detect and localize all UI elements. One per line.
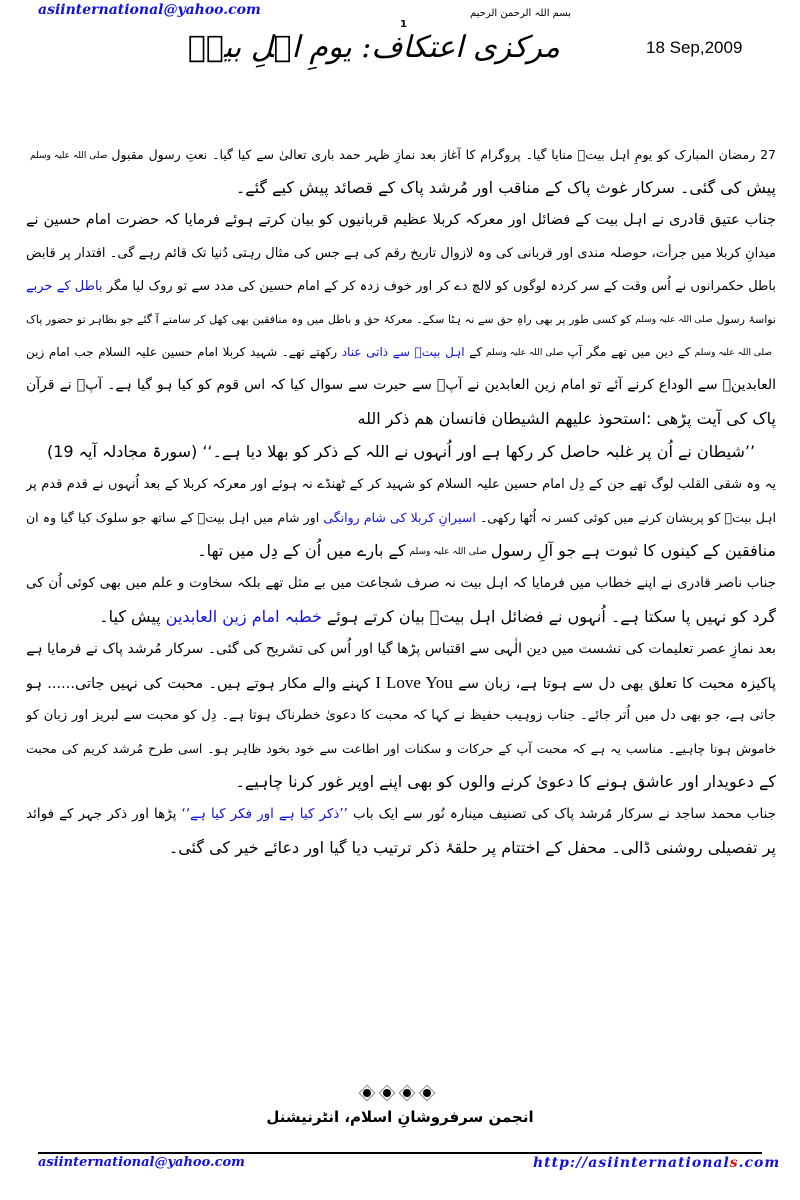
highlight-batil-ke-harbe: باطل کے حربے	[26, 279, 103, 294]
text: اہل بیتؓ کو پریشان کرنے میں کوئی کسر نہ اُٹھا رکھی۔	[479, 510, 776, 525]
text: رکھتے تھے۔ شہید کربلا امام حسین علیہ السلام جب امام زین	[26, 345, 338, 359]
paragraph-5-line-4: خاموش ہونا چاہیے۔ مناسب یہ ہے کہ محبت آپ کے حرکات و سکنات اور اطاعت سے خود بخود ظاہر ہو۔ اسی طرح مُرشد کریم کی محبت	[26, 741, 776, 756]
text: کہنے والے مکار ہوتے ہیں۔ محبت کی نہیں جاتی...... ہو	[26, 676, 371, 692]
footer-website-link[interactable]	[533, 1155, 780, 1171]
paragraph-2-line-2: میدانِ کربلا میں جرأت، حوصلہ مندی اور قربانی کی وہ لازوال تاریخ رقم کی ہے جس کی مثال رہتی دُنیا تک قائم رہے گی۔ اقتدار پر قابض	[26, 246, 776, 261]
highlight-khutba-imam-zain: خطبہ امام زین العابدین	[165, 607, 322, 626]
text: کے	[469, 345, 482, 359]
article-body	[26, 138, 776, 864]
text: منافقین کے کینوں کا ثبوت ہے جو آلِ رسول	[490, 541, 776, 560]
paragraph-2-line-1: جناب عتیق قادری نے اہل بیت کے فضائل اور معرکہ کربلا عظیم قربانیوں کو بیان کرتے ہوئے فرمایا کہ حضرت امام حسین نے	[26, 212, 776, 228]
pbuh-calligraphy-icon: صلی اللہ علیہ وسلم	[694, 347, 772, 358]
website-suffix: .com	[738, 1155, 781, 1171]
star-ornament-icon	[379, 1085, 395, 1101]
paragraph-2-line-5	[26, 336, 776, 369]
paragraph-6-line-1	[26, 798, 776, 831]
text: جناب محمد ساجد نے سرکار مُرشد پاک کی تصنیف مینارہ نُور سے ایک باب	[353, 806, 776, 822]
article-date: 18 Sep,2009	[646, 38, 743, 57]
text: باطل حکمرانوں نے اُس وقت کے سر کردہ لوگوں کو لالچ دے کر اور خوف زدہ کر کے امام حسین کی مدد سے تو روک لیا مگر	[106, 279, 776, 294]
english-phrase: I Love You	[375, 673, 453, 692]
text: اور شام میں اہل بیتؓ کے ساتھ جو سلوک کیا گیا وہ ان	[26, 510, 320, 525]
paragraph-5-line-5: کے دعویدار اور عاشق ہونے کا دعویٰ کرنے والوں کو بھی اپنے اوپر غور کرنا چاہیے۔	[235, 772, 776, 791]
pbuh-calligraphy-icon: صلی اللہ علیہ وسلم	[485, 347, 564, 358]
page-number: 1	[400, 19, 407, 30]
paragraph-2-line-6: العابدینؓ سے الوداع کرنے آئے تو امام زین العابدین نے آپؓ سے حیرت سے سوال کیا کہ اس قوم کو کیا ہو گیا ہے۔ آپؓ نے قرآن	[26, 377, 776, 393]
page-title: مرکزی اعتکاف: یومِ اہلِ بیتؓ	[187, 30, 560, 65]
paragraph-3-line-2	[26, 501, 776, 534]
footer-email[interactable]: asiinternational@yahoo.com	[38, 1155, 245, 1170]
paragraph-3-line-1: یہ وہ شقی القلب لوگ تھے جن کے دِل امام حسین علیہ السلام کو شہید کر کے ٹھنڈے نہ ہوئے اور معرکہ کربلا کے بعد اُنہوں نے قدم قدم پر	[26, 477, 776, 492]
website-prefix: http://asiinternational	[533, 1155, 730, 1171]
text: کو کسی طور پر بھی راہِ حق سے نہ ہٹا سکے۔ معرکۂ حق و باطل میں وہ منافقین بھی کھل کر سامنے آ گئے جو بظاہر تو حضور پاک	[26, 313, 632, 326]
quote-line: ’’شیطان نے اُن پر غلبہ حاصل کر رکھا ہے اور اُنہوں نے اللہ کے ذکر کو بھلا دیا ہے۔‘‘ (سورۃ مجادلہ آیہ 19)	[46, 442, 756, 461]
paragraph-3-line-3	[26, 534, 776, 567]
website-accent: s	[729, 1155, 739, 1171]
paragraph-2-line-7: پاک کی آیت پڑھی :استحوذ علیهم الشیطان فانسان هم ذکر الله	[357, 409, 776, 428]
text: گرد کو نہیں پا سکتا ہے۔ اُنہوں نے فضائل اہل بیتؓ بیان کرتے ہوئے	[326, 607, 776, 626]
paragraph-5-line-1: بعد نمازِ عصر تعلیمات کی نشست میں دین الٰہی سے اقتباس پڑھا گیا اور اُس کی تشریح کی گئی۔ سرکار مُرشد پاک نے فرمایا ہے	[26, 641, 776, 657]
ornament-stars	[359, 1085, 435, 1101]
bismillah: بسم اللہ الرحمن الرحیم	[470, 8, 572, 19]
text: پاکیزہ محبت کا تعلق بھی دل سے ہوتا ہے، زبان سے	[458, 676, 776, 692]
text: کے بارے میں اُن کے دِل میں تھا۔	[197, 541, 406, 560]
star-ornament-icon	[359, 1085, 375, 1101]
header-email[interactable]: asiinternational@yahoo.com	[38, 2, 261, 18]
highlight-zikr-fikr: ’’ذکر کیا ہے اور فکر کیا ہے‘‘	[181, 806, 348, 822]
star-ornament-icon	[399, 1085, 415, 1101]
text: نواسۂ رسول	[716, 313, 776, 326]
text: پڑھا اور ذکر جہر کے فوائد	[26, 806, 177, 822]
pbuh-calligraphy-icon: صلی اللہ علیہ وسلم	[635, 315, 713, 325]
pbuh-calligraphy-icon: صلی اللہ علیہ وسلم	[30, 150, 108, 161]
paragraph-1-line-2: پیش کی گئی۔ سرکار غوث پاک کے مناقب اور مُرشد پاک کے قصائد پیش کیے گئے۔	[235, 178, 776, 197]
paragraph-4-line-2	[26, 600, 776, 633]
organization-name: انجمن سرفروشانِ اسلام، انٹرنیشنل	[266, 1108, 534, 1126]
paragraph-5-line-3: جاتی ہے، جو بھی دل میں اُتر جائے۔ جناب زوہیب حفیظ نے کہا کہ محبت کا دعویٰ خطرناک ہوتا ہے۔ دِل کو محبت سے لبریز اور زبان کو	[26, 708, 776, 723]
paragraph-2-line-3	[26, 270, 776, 303]
text: 27 رمضان المبارک کو یومِ اہل بیتؓ منایا گیا۔ پروگرام کا آغاز بعد نمازِ ظہر حمد باری تعالیٰ سے کیا گیا۔ نعتِ رسول مقبول	[111, 147, 776, 162]
paragraph-6-line-2: پر تفصیلی روشنی ڈالی۔ محفل کے اختتام پر حلقۂ ذکر ترتیب دیا گیا اور دعائے خیر کی گئی۔	[168, 838, 776, 857]
text: پیش کیا۔	[99, 607, 161, 626]
star-ornament-icon	[419, 1085, 435, 1101]
highlight-aseeran-karbala: اسیرانِ کربلا کی شام روانگی	[323, 510, 476, 525]
footer-divider	[38, 1152, 762, 1154]
highlight-ahl-bait-zaati-inaad: اہل بیتؓ سے ذاتی عناد	[341, 345, 465, 359]
text: کے دین میں تھے مگر آپ	[567, 345, 691, 359]
paragraph-2-line-4	[26, 303, 776, 336]
paragraph-1-line-1	[26, 138, 776, 171]
pbuh-calligraphy-icon: صلی اللہ علیہ وسلم	[409, 546, 487, 557]
paragraph-4-line-1: جناب ناصر قادری نے اپنے خطاب میں فرمایا کہ اہل بیت نہ صرف شجاعت میں بے مثل تھے بلکہ سخاوت و علم میں بھی کوئی اُن کی	[26, 575, 776, 591]
paragraph-5-line-2	[26, 666, 776, 699]
